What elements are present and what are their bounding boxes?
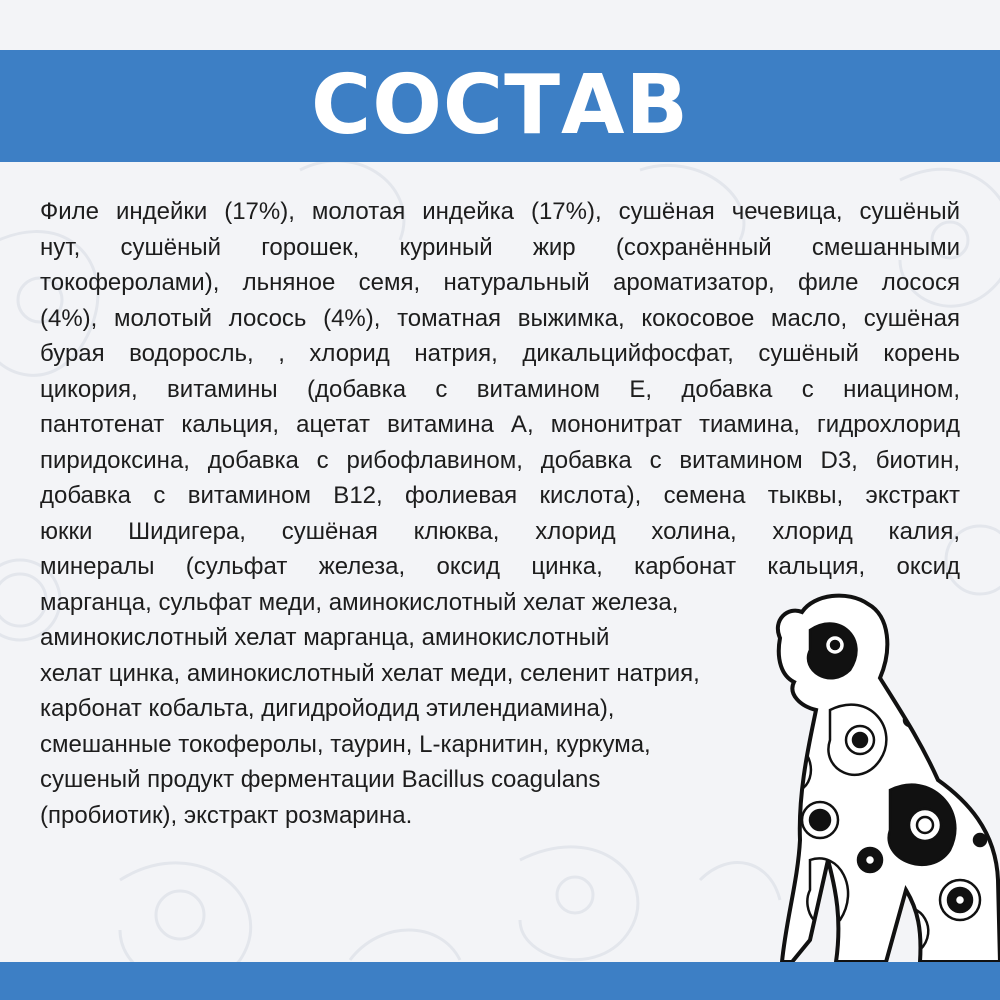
composition-line: марганца, сульфат меди, аминокислотный хелат железа, bbox=[40, 588, 679, 616]
footer-banner bbox=[0, 962, 1000, 1000]
composition-line: бурая водоросль, , хлорид натрия, дикальцийфосфат, сушёный корень bbox=[40, 340, 960, 367]
page-title: СОСТАВ bbox=[311, 58, 689, 153]
header-banner bbox=[0, 50, 1000, 162]
composition-line: юкки Шидигера, сушёная клюква, хлорид холина, хлорид калия, bbox=[40, 517, 960, 545]
composition-line: (4%), молотый лосось (4%), томатная выжимка, кокосовое масло, сушёная bbox=[40, 304, 960, 332]
paisley-dog-illustration bbox=[770, 590, 1000, 962]
composition-line: цикория, витамины (добавка с витамином Е, добавка с ниацином, bbox=[40, 375, 960, 403]
composition-line: смешанные токоферолы, таурин, L-карнитин, куркума, bbox=[40, 730, 651, 758]
composition-line: хелат цинка, аминокислотный хелат меди, селенит натрия, bbox=[40, 659, 700, 687]
composition-line: карбонат кобальта, дигидройодид этилендиамина), bbox=[40, 695, 615, 722]
composition-line: аминокислотный хелат марганца, аминокислотный bbox=[40, 624, 610, 651]
composition-line: минералы (сульфат железа, оксид цинка, карбонат кальция, оксид bbox=[40, 553, 960, 580]
composition-line: сушеный продукт ферментации Bacillus coagulans bbox=[40, 766, 601, 793]
composition-line: пиридоксина, добавка с рибофлавином, добавка с витамином D3, биотин, bbox=[40, 446, 960, 474]
composition-line: Филе индейки (17%), молотая индейка (17%), сушёная чечевица, сушёный bbox=[40, 198, 960, 225]
composition-line: пантотенат кальция, ацетат витамина А, мононитрат тиамина, гидрохлорид bbox=[40, 411, 960, 438]
composition-line: нут, сушёный горошек, куриный жир (сохранённый смешанными bbox=[40, 233, 960, 261]
composition-line: (пробиотик), экстракт розмарина. bbox=[40, 801, 413, 829]
composition-line: токоферолами), льняное семя, натуральный ароматизатор, филе лосося bbox=[40, 269, 960, 296]
composition-line: добавка с витамином B12, фолиевая кислота), семена тыквы, экстракт bbox=[40, 482, 960, 509]
